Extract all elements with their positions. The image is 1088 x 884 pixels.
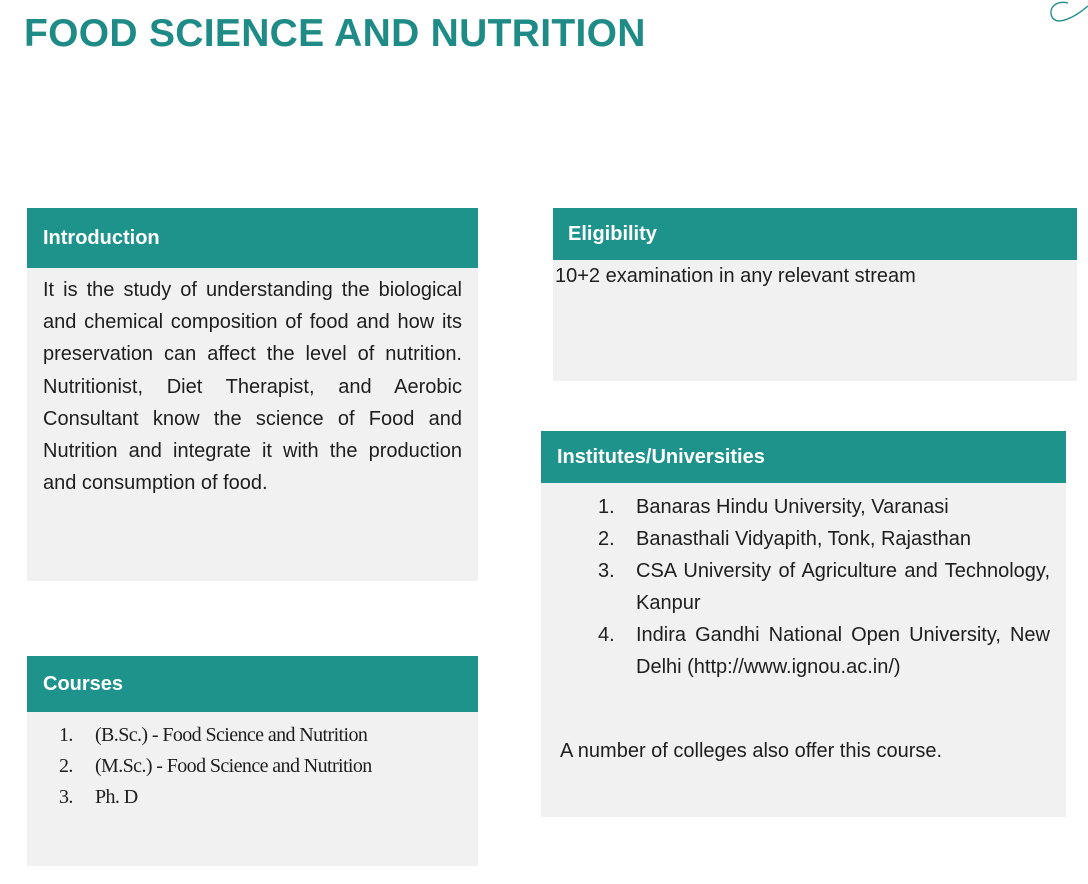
introduction-text: It is the study of understanding the biological and chemical composition of food and how its preservation can affect the level of nutrition. Nutritionist, Diet Therapist, and Aerobic Consultant know the science of Food and Nutrition and integrate it with the production and consumption of food. bbox=[43, 279, 462, 495]
list-item: 4. Indira Gandhi National Open University, New Delhi (http://www.ignou.ac.in/) bbox=[598, 624, 1050, 678]
institutes-heading: Institutes/Universities bbox=[541, 431, 1066, 483]
eligibility-heading: Eligibility bbox=[553, 208, 1077, 260]
page-title: FOOD SCIENCE AND NUTRITION bbox=[24, 12, 646, 55]
list-item: 2. Banasthali Vidyapith, Tonk, Rajasthan bbox=[598, 528, 972, 550]
introduction-heading: Introduction bbox=[27, 208, 478, 268]
institutes-note: A number of colleges also offer this course. bbox=[560, 740, 943, 762]
introduction-panel bbox=[27, 208, 478, 581]
institutes-list bbox=[598, 491, 1050, 683]
list-item: 1. (B.Sc.) - Food Science and Nutrition bbox=[59, 724, 368, 746]
list-item: 3. CSA University of Agriculture and Technology, Kanpur bbox=[598, 560, 1050, 614]
eligibility-panel bbox=[553, 208, 1077, 381]
courses-panel bbox=[27, 656, 478, 866]
list-item: 3. Ph. D bbox=[59, 786, 138, 808]
list-item: 1. Banaras Hindu University, Varanasi bbox=[598, 496, 949, 518]
courses-list bbox=[59, 720, 372, 813]
courses-heading: Courses bbox=[27, 656, 478, 712]
institutes-panel bbox=[541, 431, 1066, 817]
list-item: 2. (M.Sc.) - Food Science and Nutrition bbox=[59, 755, 372, 777]
eligibility-text: 10+2 examination in any relevant stream bbox=[555, 265, 916, 287]
decorative-swirl-icon bbox=[1040, 0, 1088, 24]
